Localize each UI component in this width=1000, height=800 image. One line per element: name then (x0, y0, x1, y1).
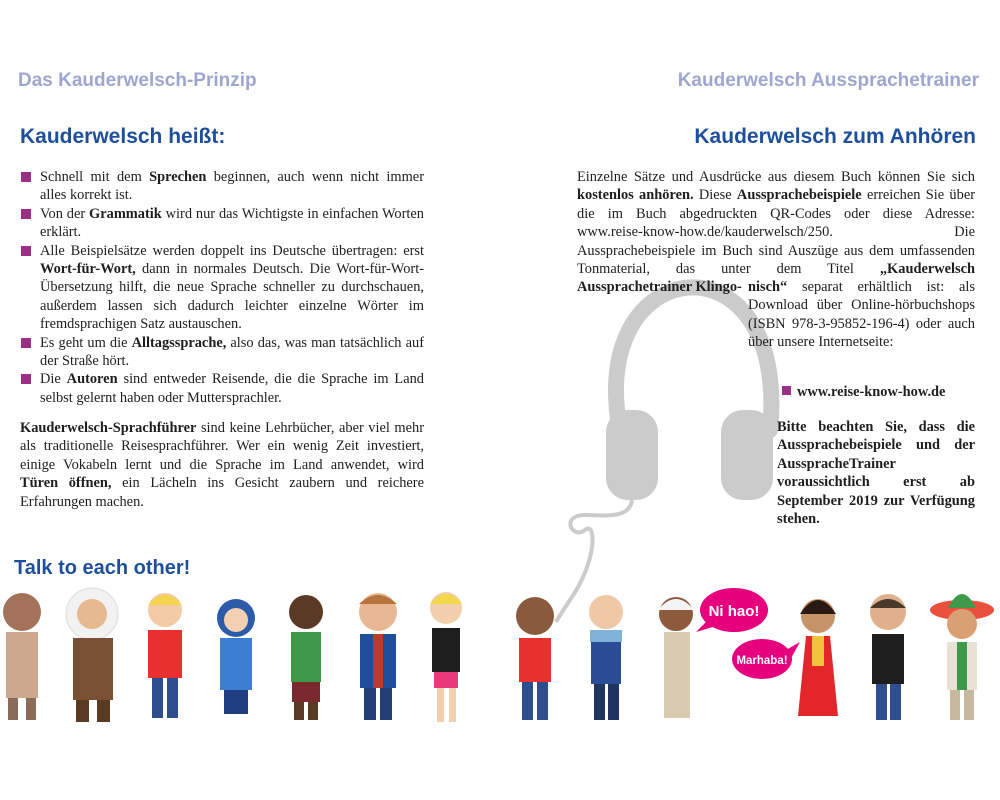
heading-right: Kauderwelsch zum Anhören (694, 125, 976, 148)
bullet-square-icon (782, 386, 791, 395)
character-sombrero-man (930, 594, 994, 720)
character-scarf-man (589, 595, 623, 720)
heading-left: Kauderwelsch heißt: (20, 125, 226, 148)
availability-note: Bitte beachten Sie, dass die Aussprachebeispiele und der AusspracheTrainer voraussichtlich erst ab September 2019 zur Verfügung stehen. (777, 419, 975, 528)
audio-paragraph-continued: nisch“ separat erhältlich ist: als Download über Online-hörbuchshops (ISBN 978-3-95852-196-4) oder auch über unsere Internetseite: (748, 279, 975, 351)
character-inuit (66, 588, 118, 722)
running-head-right: Kauderwelsch Aussprachetrainer (677, 70, 979, 91)
character-bearded-man (359, 593, 397, 720)
list-item: Von der Grammatik wird nur das Wichtigste in einfachen Worten erklärt. (20, 205, 424, 242)
character-bald-man (870, 594, 906, 720)
right-earcup (721, 410, 773, 500)
character-man-in-robe (658, 597, 694, 718)
character-boy-red-shirt (516, 597, 554, 720)
bubble-text-nihao: Ni hao! (708, 603, 760, 620)
list-item: Es geht um die Alltagssprache, also das, was man tatsächlich auf der Straße hört. (20, 334, 424, 371)
characters-illustration (0, 580, 1000, 730)
list-item: Die Autoren sind entweder Reisende, die die Sprache im Land selbst gelernt haben oder Muttersprachler. (20, 370, 424, 407)
character-blonde-woman (430, 592, 462, 722)
character-woman-red-dress (798, 599, 838, 716)
audio-paragraph: Einzelne Sätze und Ausdrücke aus diesem Buch können Sie sich kostenlos anhören. Diese Aussprachebeispiele erreichen Sie über die im Buch abgedruckten QR-Codes oder diese Adresse: www.reise-know-how.de/kauderwelsch/250. Die Aussprachebeispiele im Buch sind Auszüge aus dem umfassenden Tonmaterial, das unter dem Titel „Kauderwelsch Aussprachetrainer Klingo- (577, 169, 975, 296)
character-hijab-woman (217, 599, 255, 714)
character-dark-boy (289, 595, 323, 720)
speech-bubble-marhaba (732, 639, 800, 679)
speech-bubble-nihao (696, 588, 768, 632)
list-item: Alle Beispielsätze werden doppelt ins Deutsche übertragen: erst Wort-für-Wort, dann in normales Deutsch. Die Wort-für-Wort-Übersetzung hilft, die neue Sprache schneller zu durchschauen, außerdem lassen sich dadurch leichter einzelne Wörter im fremdsprachigen Satz austauschen. (20, 242, 424, 334)
character-monk (3, 593, 41, 720)
slogan: Talk to each other! (14, 557, 191, 579)
running-head-left: Das Kauderwelsch-Prinzip (18, 70, 257, 91)
website-link[interactable]: www.reise-know-how.de (782, 383, 945, 401)
intro-paragraph: Kauderwelsch-Sprachführer sind keine Lehrbücher, aber viel mehr als traditionelle Reisesprachführer. Wer ein wenig Zeit investiert, einige Vokabeln lernt und die Sprache im Land anwendet, wird Türen öffnen, ein Lächeln ins Gesicht zaubern und reichere Erfahrungen machen. (20, 420, 424, 510)
list-item: Schnell mit dem Sprechen beginnen, auch wenn nicht immer alles korrekt ist. (20, 168, 424, 205)
character-blond-boy (148, 593, 182, 718)
left-earcup (606, 410, 658, 500)
bubble-text-marhaba: Marhaba! (736, 655, 788, 667)
